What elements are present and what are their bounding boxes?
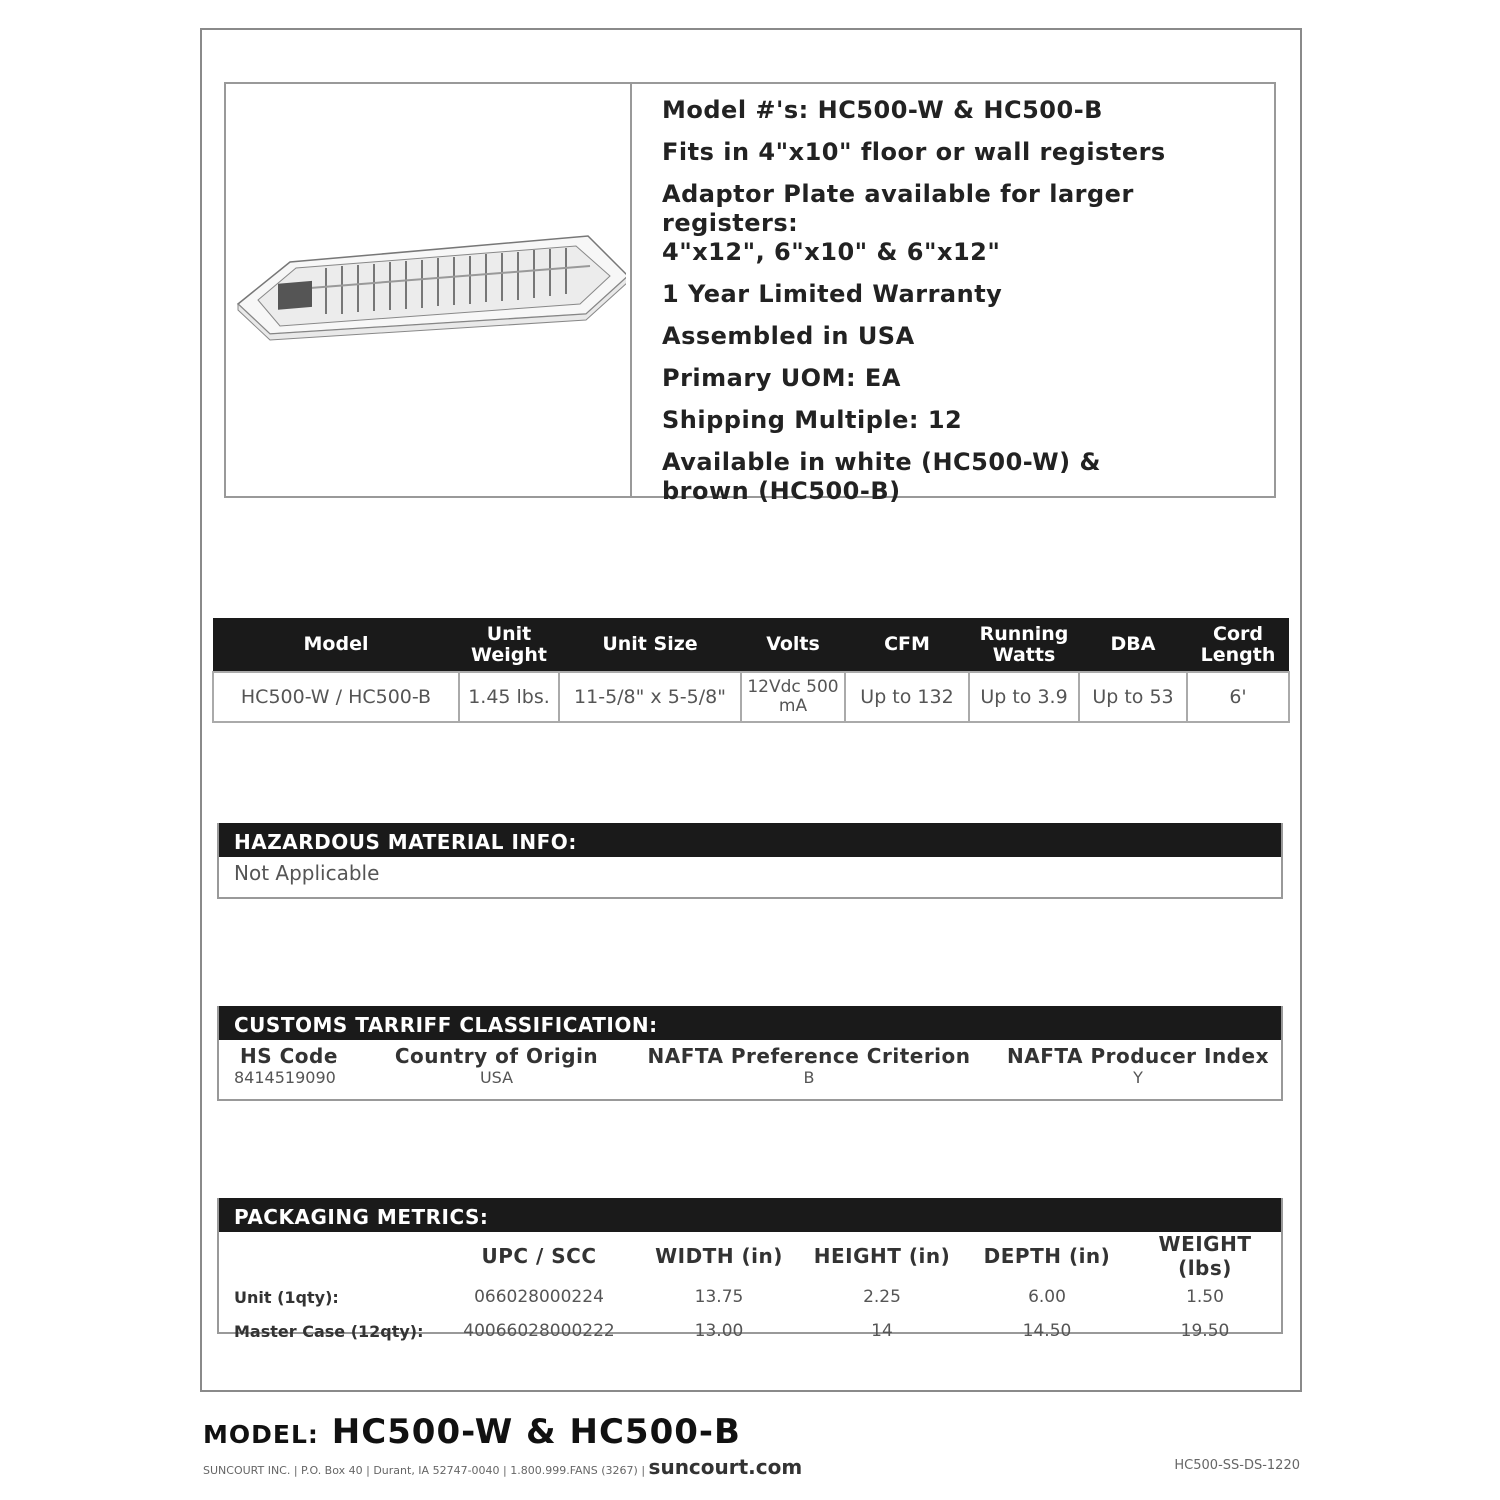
cell-weight: 1.50	[1186, 1287, 1224, 1307]
cell-height: 14	[871, 1321, 893, 1341]
row-label: Unit (1qty):	[234, 1287, 339, 1307]
cell-width: 13.75	[694, 1287, 744, 1307]
col-header-label	[219, 1232, 439, 1280]
customs-header: NAFTA Producer Index	[1007, 1044, 1269, 1068]
cell-depth: 14.50	[1022, 1321, 1072, 1341]
footer-model-value: HC500-W & HC500-B	[331, 1412, 741, 1452]
feature-item: Assembled in USA	[662, 322, 915, 350]
customs-col	[999, 1044, 1277, 1087]
feature-item: Adaptor Plate available for larger registers: 4"x12", 6"x10" & 6"x12"	[662, 180, 1134, 266]
customs-header: HS Code	[240, 1044, 338, 1068]
col-header-dba: DBA	[1079, 618, 1187, 672]
col-header-width: WIDTH (in)	[655, 1244, 783, 1268]
customs-section	[217, 1006, 1283, 1101]
cell-depth: 6.00	[1028, 1287, 1066, 1307]
cell-cord-length: 6'	[1187, 672, 1289, 722]
customs-col	[234, 1044, 374, 1087]
footer-contact: SUNCOURT INC. | P.O. Box 40 | Durant, IA 52747-0040 | 1.800.999.FANS (3267) |	[203, 1464, 646, 1477]
col-header-weight: WEIGHT (lbs)	[1158, 1232, 1252, 1280]
spec-table-header-row	[213, 618, 1289, 672]
table-row	[219, 1280, 1281, 1314]
cell-upc: 066028000224	[474, 1287, 604, 1307]
col-header-volts: Volts	[741, 618, 845, 672]
feature-item: 1 Year Limited Warranty	[662, 280, 1003, 308]
cell-upc: 40066028000222	[463, 1321, 615, 1341]
customs-value: USA	[479, 1068, 514, 1087]
cell-unit-size: 11-5/8" x 5-5/8"	[559, 672, 741, 722]
footer-website-link[interactable]: suncourt.com	[648, 1455, 803, 1479]
feature-item: Model #'s: HC500-W & HC500-B	[662, 96, 1103, 124]
col-header-cord-length: Cord Length	[1187, 618, 1289, 672]
packaging-table	[219, 1232, 1281, 1348]
packaging-header-row	[219, 1232, 1281, 1280]
footer-doc-code: HC500-SS-DS-1220	[1174, 1458, 1300, 1473]
cell-model: HC500-W / HC500-B	[213, 672, 459, 722]
row-label: Master Case (12qty):	[234, 1321, 424, 1341]
col-header-cfm: CFM	[845, 618, 969, 672]
col-header-unit-weight: Unit Weight	[459, 618, 559, 672]
feature-list	[632, 84, 1274, 505]
customs-value: 8414519090	[234, 1068, 336, 1087]
cell-weight: 19.50	[1180, 1321, 1230, 1341]
customs-col	[619, 1044, 999, 1087]
cell-height: 2.25	[863, 1287, 901, 1307]
table-row	[213, 672, 1289, 722]
cell-cfm: Up to 132	[845, 672, 969, 722]
hazardous-section	[217, 823, 1283, 899]
section-title: PACKAGING METRICS:	[219, 1198, 1281, 1232]
col-header-depth: DEPTH (in)	[983, 1244, 1111, 1268]
feature-item: Available in white (HC500-W) & brown (HC500-B)	[662, 448, 1101, 505]
packaging-section	[217, 1198, 1283, 1341]
product-image	[226, 84, 632, 496]
customs-col	[374, 1044, 619, 1087]
col-header-height: HEIGHT (in)	[813, 1244, 951, 1268]
customs-value: B	[803, 1068, 815, 1087]
cell-width: 13.00	[694, 1321, 744, 1341]
footer-model-label: MODEL:	[203, 1420, 319, 1449]
customs-header: Country of Origin	[394, 1044, 599, 1068]
col-header-model: Model	[213, 618, 459, 672]
cell-volts: 12Vdc 500 mA	[741, 672, 845, 722]
col-header-upc: UPC / SCC	[481, 1244, 597, 1268]
hazardous-value: Not Applicable	[234, 861, 380, 885]
cell-running-watts: Up to 3.9	[969, 672, 1079, 722]
customs-header: NAFTA Preference Criterion	[647, 1044, 971, 1068]
register-booster-illustration	[230, 184, 626, 444]
customs-value: Y	[1133, 1068, 1143, 1087]
spec-table	[212, 618, 1290, 723]
cell-unit-weight: 1.45 lbs.	[459, 672, 559, 722]
table-row	[219, 1314, 1281, 1348]
feature-item: Fits in 4"x10" floor or wall registers	[662, 138, 1166, 166]
col-header-running-watts: Running Watts	[969, 618, 1079, 672]
section-title: HAZARDOUS MATERIAL INFO:	[219, 823, 1281, 857]
feature-item: Primary UOM: EA	[662, 364, 901, 392]
col-header-unit-size: Unit Size	[559, 618, 741, 672]
feature-item: Shipping Multiple: 12	[662, 406, 963, 434]
footer-model-title	[203, 1412, 741, 1452]
footer-contact-line	[203, 1455, 802, 1479]
cell-dba: Up to 53	[1079, 672, 1187, 722]
customs-grid	[219, 1040, 1281, 1093]
section-title: CUSTOMS TARRIFF CLASSIFICATION:	[219, 1006, 1281, 1040]
product-spec-box	[224, 82, 1276, 505]
